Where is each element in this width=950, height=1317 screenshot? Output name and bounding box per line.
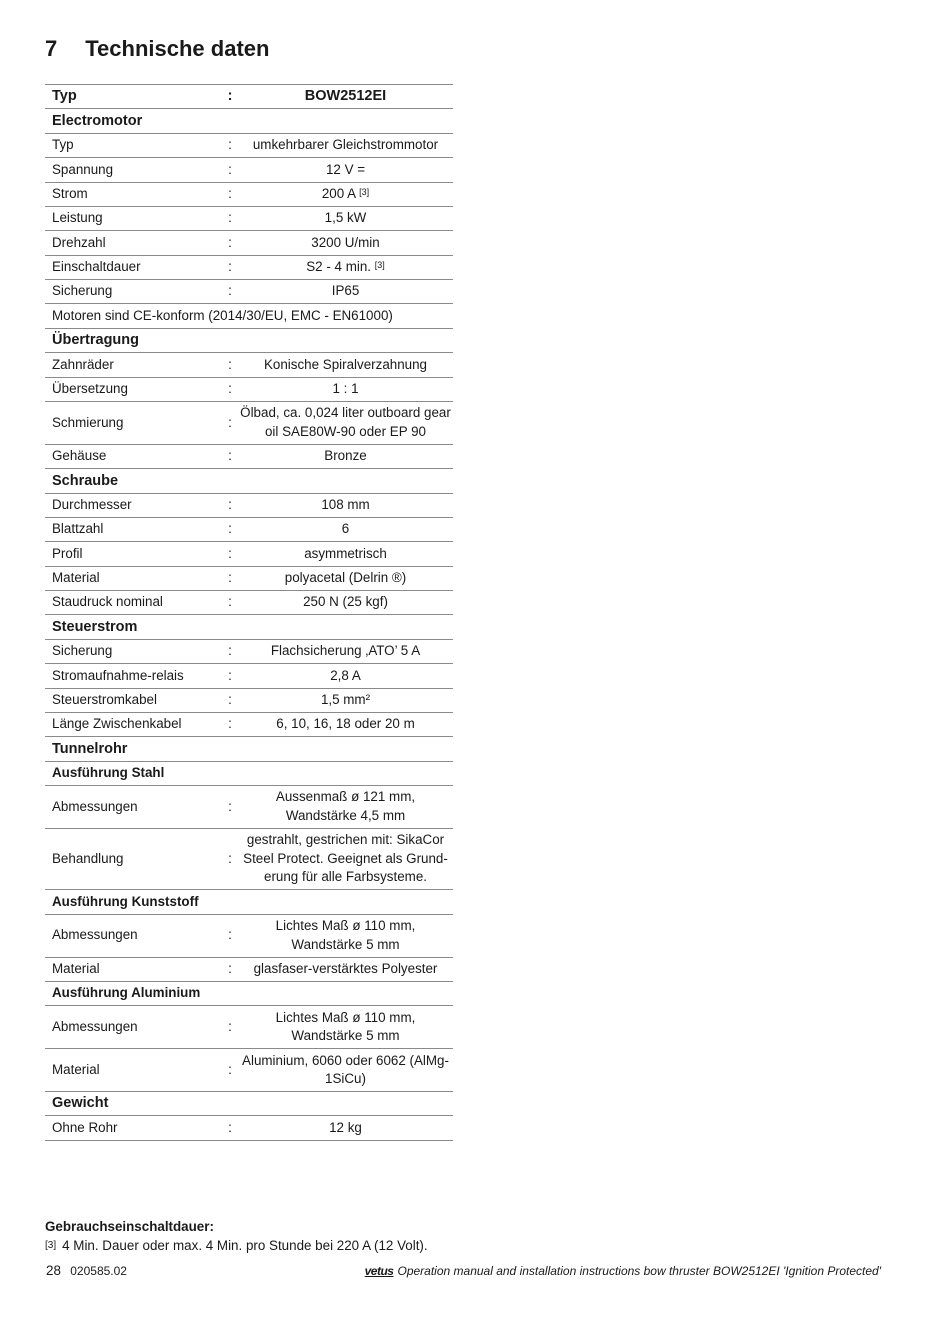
footnotes (45, 1217, 428, 1255)
table-row: Durchmesser : 108 mm (45, 493, 453, 517)
footnote-item (45, 1236, 428, 1255)
footnote-ref: [3] (374, 260, 385, 271)
doc-title: Operation manual and installation instructions bow thruster BOW2512EI 'Ignition Protected' (397, 1263, 881, 1278)
subsection-aluminium: Ausführung Aluminium (45, 981, 453, 1005)
chapter-number: 7 (45, 36, 58, 61)
table-row: Zahnräder : Konische Spiralverzahnung (45, 353, 453, 377)
section-schraube: Schraube (45, 469, 453, 493)
footnote-ref: [3] (45, 1240, 57, 1251)
table-row: Strom : 200 A [3] (45, 182, 453, 206)
table-row: Sicherung : Flachsicherung ‚ATO’ 5 A (45, 639, 453, 663)
table-row: Abmessungen : Aussenmaß ø 121 mm, Wandstärke 4,5 mm (45, 786, 453, 829)
table-row: Sicherung : IP65 (45, 280, 453, 304)
table-row: Übersetzung : 1 : 1 (45, 377, 453, 401)
section-electromotor: Electromotor (45, 109, 453, 133)
table-row: Staudruck nominal : 250 N (25 kgf) (45, 591, 453, 615)
ce-note-row: Motoren sind CE-konform (2014/30/EU, EMC - EN61000) (45, 304, 453, 328)
table-row: Länge Zwischenkabel : 6, 10, 16, 18 oder 20 m (45, 712, 453, 736)
section-gewicht: Gewicht (45, 1092, 453, 1116)
table-row: Leistung : 1,5 kW (45, 206, 453, 230)
table-header-row (45, 85, 453, 109)
table-row: Stromaufnahme-relais : 2,8 A (45, 664, 453, 688)
table-row: Abmessungen : Lichtes Maß ø 110 mm, Wandstärke 5 mm (45, 1006, 453, 1049)
vetus-logo: vetus (364, 1263, 394, 1278)
table-row: Spannung : 12 V = (45, 158, 453, 182)
footnote-text: 4 Min. Dauer oder max. 4 Min. pro Stunde bei 220 A (12 Volt). (62, 1238, 428, 1253)
footer-left (46, 1263, 127, 1278)
chapter-heading (45, 36, 269, 62)
table-row: Drehzahl : 3200 U/min (45, 231, 453, 255)
table-row: Profil : asymmetrisch (45, 542, 453, 566)
table-row: Blattzahl : 6 (45, 517, 453, 541)
table-row: Schmierung : Ölbad, ca. 0,024 liter outboard gear oil SAE80W-90 oder EP 90 (45, 401, 453, 444)
table-row: Material : glasfaser-verstärktes Polyester (45, 957, 453, 981)
table-row: Ohne Rohr : 12 kg (45, 1116, 453, 1140)
footnote-ref: [3] (359, 186, 370, 197)
doc-code: 020585.02 (70, 1264, 127, 1278)
header-label: Typ (45, 85, 220, 109)
header-colon: : (220, 85, 240, 109)
table-row: Material : Aluminium, 6060 oder 6062 (AlMg- 1SiCu) (45, 1049, 453, 1092)
table-row: Material : polyacetal (Delrin ®) (45, 566, 453, 590)
table-row: Gehäuse : Bronze (45, 444, 453, 468)
table-row: Abmessungen : Lichtes Maß ø 110 mm, Wandstärke 5 mm (45, 914, 453, 957)
section-uebertragung: Übertragung (45, 328, 453, 352)
spec-table (45, 84, 453, 1141)
page-footer (46, 1263, 881, 1278)
table-row: Behandlung : gestrahlt, gestrichen mit: SikaCor Steel Protect. Geeignet als Grund- erung für alle Farbsysteme. (45, 828, 453, 889)
header-value: BOW2512EI (240, 85, 453, 109)
chapter-title: Technische daten (85, 36, 270, 61)
table-row: Steuerstromkabel : 1,5 mm² (45, 688, 453, 712)
table-row: Einschaltdauer : S2 - 4 min. [3] (45, 255, 453, 279)
page-number: 28 (46, 1263, 61, 1278)
footer-right (365, 1264, 881, 1278)
section-tunnelrohr: Tunnelrohr (45, 737, 453, 761)
subsection-stahl: Ausführung Stahl (45, 761, 453, 785)
footnote-title: Gebrauchseinschaltdauer: (45, 1219, 214, 1234)
table-row: Typ : umkehrbarer Gleichstrommotor (45, 133, 453, 157)
section-steuerstrom: Steuerstrom (45, 615, 453, 639)
subsection-kunststoff: Ausführung Kunststoff (45, 890, 453, 914)
